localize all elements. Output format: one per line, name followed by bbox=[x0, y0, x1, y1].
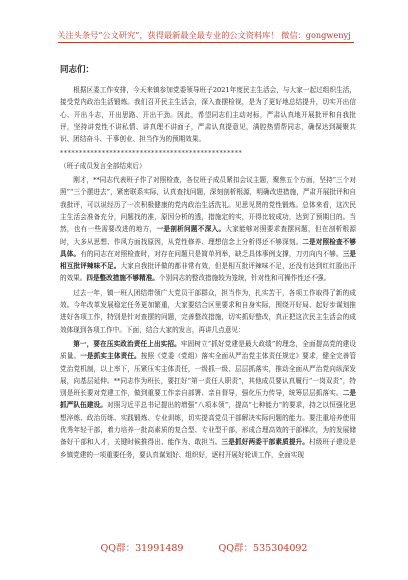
review-text-1: 大家能够对照要求查摆问题，但在剖析根源时，大多从思想、作风方面找原因，从党性修养、理想信念上分析得还不够深刻。 bbox=[60, 225, 356, 246]
review-text-4: 个别同志的整改措施较为笼统，针对性和可操作性还不强。 bbox=[158, 274, 331, 283]
paragraph-point-1 bbox=[60, 338, 356, 461]
footer-qq-group-1: QQ群：31991489 bbox=[100, 543, 184, 554]
point-3-heading: 三是抓好两委干部素质提升。 bbox=[221, 438, 310, 447]
paragraph-outlook: 过去一年，镇一班人团结带领广大党员干部群众，担当作为，扎实苦干，各项工作取得了新的成效。今年改革发展稳定任务更加繁重，大家要结合区里要求和自身实际，围绕开好局、起好步谋划推进好各项工作，特别是针对查摆的问题，完善整改措施，切实抓好整改，真正把这次民主生活会的成效体现到各项工作中。下面，结合大家的发言，再讲几点意见： bbox=[60, 288, 356, 334]
review-point-4: 四是整改措施不够精准。 bbox=[86, 274, 159, 283]
footer-qq-group-2: QQ群：535304092 bbox=[218, 543, 308, 554]
point-1-text: 牢固树立“抓好党建是最大政绩”的理念，全面提高党的建设质量。 bbox=[60, 339, 356, 361]
header-banner: 关注头条号“公文研究”，获得最新最全最专业的公文资料库！ 微信：gongwenyj bbox=[57, 30, 351, 40]
point-1-sub-text-2: **同志作为班长，要扛好“第一责任人职责”，其他成员要认真履行“一岗双责”，特别是班长要对党建工作，做到重要工作亲自部署、亲自督导，强化压力传导，统筹层层抓落实。 bbox=[60, 376, 357, 398]
paragraph-intro: 根据区委工作安排，今天来镇参加党委领导班子2021年度民主生活会，与大家一起过组织生活，接受党内政治生活锻炼。我们召开民主生活会，深入查摆检视，是为了更好地总结提升，切实开出信心、开出斗志，开出思路、开出干劲。因此，希望同志们主动对标，严肃认真地开展批评和自我批评，坚持讲党性不讲私情、讲真理不讲面子，严肃认真提意见，满腔热情帮同志，确保达到凝聚共识、团结奋斗、干事创业、担当作为的预期效果。 bbox=[60, 86, 356, 144]
paragraph-review bbox=[60, 174, 356, 285]
point-1-sub-text: 按照《党委（党组）落实全面从严治党主体责任规定》要求，健全完善管党治党机制，以上率下，压紧压实主体责任，一级抓一级、层层抓落实，推动全面从严治党向纵深发展，向基层延伸。 bbox=[60, 352, 357, 385]
review-lead: 刚才，**同志代表班子作了对照检查，各位班子成员紧扣会议主题，聚焦五个方面，坚持“三个对照”“三个摆进去”，紧密联系实际，认真查找问题，深刻剖析根源，明确改进措施，严肃开展批评和自我批评，可以说经历了一次积极健康的党内政治生活洗礼。见思见贤的党性锻炼。总体来看，这次民主生活会准备充分，问题找的准，原因分析的透，措施定的实，开得比较成功，达到了预期目的。当然，也有一些需要改进的地方， bbox=[60, 176, 356, 234]
review-point-1: 一是剖析问题不深入。 bbox=[156, 225, 226, 234]
header-divider bbox=[58, 42, 354, 43]
point-3-text: 村级班子建设是乡镇党建的一项重要任务，要认真谋划好、组织好，逐村开展好轮训工作，全面实现 bbox=[60, 438, 357, 459]
review-point-3: 三是相互批评辣味不足。 bbox=[60, 249, 357, 271]
review-text-2: 有的同志在对照检查时，对存在问题只是简单列举，缺乏具体事例支撑，刀刃向内不够。 bbox=[80, 249, 343, 258]
point-1-sub-heading: 一是抓实主体责任。 bbox=[80, 352, 141, 361]
point-2-heading: 二是抓严队伍建设。 bbox=[60, 389, 357, 410]
stage-note: （班子成员发言全部结束后） bbox=[60, 161, 146, 170]
separator-stars: ************************************************ bbox=[60, 149, 243, 158]
footer bbox=[0, 540, 408, 554]
document-body bbox=[60, 84, 356, 461]
review-point-2: 二是对照检查不够具体。 bbox=[60, 237, 357, 258]
point-1-heading: 第一，要在压实政治责任上出实招。 bbox=[73, 339, 181, 348]
greeting: 同志们： bbox=[60, 65, 95, 75]
point-2-text: 对照习近平总书记提出的增强“八项本领”，提高“七种能力”的要求，持之以恒强化思想淬炼、政治历练、实践锻炼、专业训练，切实提高党员干部解决实际问题的能力。要注重培养使用优秀年轻干部，着力培养一批高素质的复合型、专业型干部，形成合理高效的干部梯次，为的发展储备好干部和人才，关键时候推得出、能作为、敢担当。 bbox=[60, 401, 357, 447]
review-text-3: 大家自我批评做的都非常有效，但是相互批评辣味不足，还没有达到红红脸出汗的效果。 bbox=[60, 262, 357, 283]
